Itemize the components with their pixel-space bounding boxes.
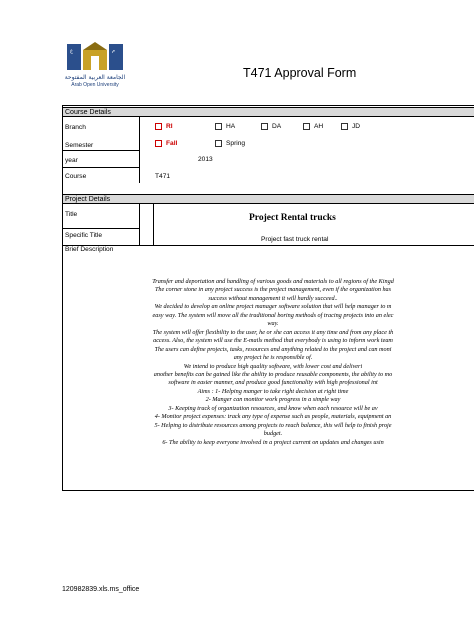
row-divider — [63, 150, 139, 151]
project-title-value: Project Rental trucks — [249, 213, 336, 223]
row-divider — [63, 245, 474, 246]
branch-option-ha[interactable]: HA — [215, 122, 235, 131]
branch-option-da[interactable]: DA — [261, 122, 281, 131]
title-label: Title — [65, 211, 78, 218]
branch-option-ri[interactable]: RI — [155, 122, 173, 131]
semester-label: Semester — [65, 142, 94, 149]
description-line: Transfer and deportation and handling of various goods and materials to all regions of the Kingd — [152, 278, 394, 285]
description-line: easy way. The system will move all the traditional boring methods of tracing projects into an elec — [152, 311, 394, 319]
description-line: 4- Monitor project expenses: track any type of expense such as people, materials, equipment an — [154, 413, 392, 421]
course-label: Course — [65, 173, 87, 180]
description-line: The corner stone in any project success is the project management, even if the organization has — [154, 286, 392, 294]
course-details-header: Course Details — [63, 107, 474, 117]
year-label: year — [65, 157, 78, 164]
branch-option-ah[interactable]: AH — [303, 122, 323, 131]
branch-label: Branch — [65, 124, 86, 131]
description-line: 5- Helping to distribute resources among projects to reach balance, this will help to finish proje — [154, 421, 392, 429]
form-title: T471 Approval Form — [243, 66, 357, 80]
checkbox-jd[interactable] — [341, 123, 348, 130]
description-line: We intend to produce high quality software, with lower cost and deliveri — [183, 362, 363, 370]
brief-description-text — [63, 278, 474, 447]
logo-arabic-text: الجامعة العربية المفتوحة — [64, 74, 126, 81]
project-details-header: Project Details — [63, 194, 474, 204]
description-line: The system will offer flexibility to the user, he or she can access it any time and from any place th — [152, 328, 394, 336]
label-column-divider — [139, 117, 140, 183]
checkbox-ha[interactable] — [215, 123, 222, 130]
description-line: budget. — [263, 430, 283, 438]
svg-text:م: م — [112, 48, 116, 54]
checkbox-fall[interactable] — [155, 140, 162, 147]
checkbox-spring[interactable] — [215, 140, 222, 147]
brief-description-label: Brief Description — [65, 246, 114, 253]
row-divider — [63, 167, 139, 168]
semester-option-spring[interactable]: Spring — [215, 139, 245, 148]
semester-option-fall[interactable]: Fall — [155, 139, 177, 148]
description-line: software in easier manner, and produce good functionality with high professional int — [168, 379, 378, 387]
svg-text:ع: ع — [70, 48, 73, 54]
row-divider — [63, 228, 139, 229]
year-value: 2013 — [198, 156, 213, 163]
description-line: any project he is responsible of. — [233, 354, 313, 362]
footer-filename: 120982839.xls.ms_office — [62, 586, 140, 593]
checkbox-ah[interactable] — [303, 123, 310, 130]
specific-title-value: Project fast truck rental — [261, 236, 329, 243]
description-line: 3- Keeping track of organization resources, and know when each resource will be av — [168, 404, 378, 412]
approval-form — [62, 105, 474, 491]
description-line: We decided to develop an online project manager software solution that will help manager to m — [154, 303, 392, 311]
checkbox-ri[interactable] — [155, 123, 162, 130]
course-value: T471 — [155, 173, 171, 180]
specific-title-label: Specific Title — [65, 232, 103, 239]
description-line: way. — [267, 320, 279, 328]
label-column-divider — [139, 204, 140, 246]
checkbox-da[interactable] — [261, 123, 268, 130]
branch-option-jd[interactable]: JD — [341, 122, 360, 131]
description-line: The users can define projects, tasks, resources and anything related to the project and can moni — [154, 345, 392, 353]
value-box-left-border — [153, 204, 154, 246]
description-line: 6- The ability to keep everyone involved in a project current on updates and changes usin — [162, 438, 384, 446]
description-line: Aims : 1- Helping manger to take right decision at right time — [197, 387, 349, 395]
university-logo — [64, 40, 126, 96]
description-line: 2- Manger can monitor work progress in a simple way — [205, 396, 341, 404]
logo-english-text: Arab Open University — [71, 82, 119, 88]
description-line: another benefits can be gained like the ability to produce reusable components, the ability to mo — [153, 370, 393, 378]
description-line: success without management it will hardly succeed.. — [208, 294, 338, 302]
description-line: access. Also, the system will use the E-mails method that everybody is using to inform work team — [153, 337, 393, 345]
